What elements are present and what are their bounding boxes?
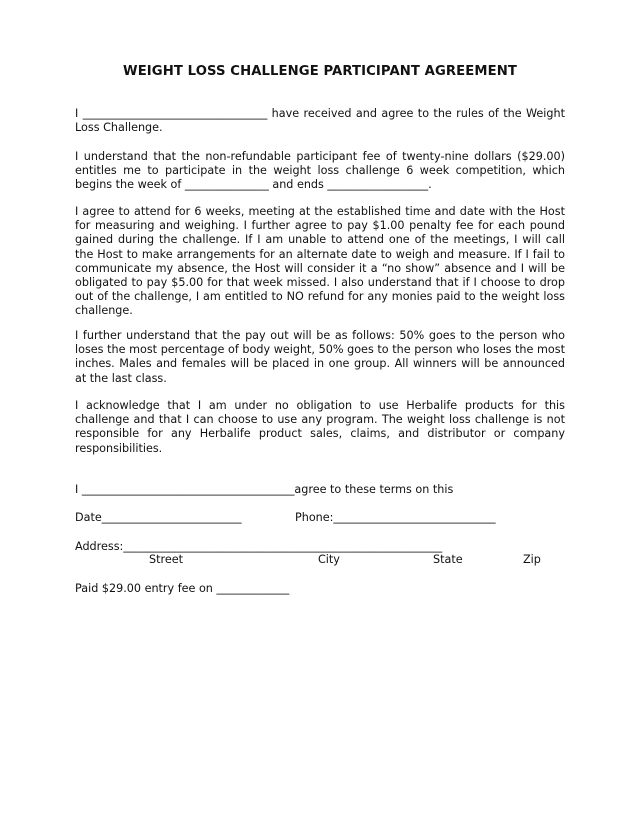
address-label-zip: Zip [523, 553, 541, 566]
phone-field-line: Phone:_____________________________ [295, 511, 496, 524]
address-label-street: Street [149, 553, 183, 566]
address-label-state: State [433, 553, 463, 566]
agree-signature-line: I ______________________________________agree to these terms on this [75, 483, 454, 496]
paragraph-attendance: I agree to attend for 6 weeks, meeting at the established time and date with the Host for measuring and weighing. I further agree to pay $1.00 penalty fee for each pound gained during the challenge. If I am unable to attend one of the meetings, I will call the Host to make arrangements for an alternate date to weigh and measure. If I fail to communicate my absence, the Host will consider it a “no show” absence and I will be obligated to pay $5.00 for that week missed. I also understand that if I choose to drop out of the challenge, I am entitled to NO refund for any monies paid to the weight loss challenge. [75, 205, 565, 318]
address-label-city: City [318, 553, 340, 566]
address-labels [75, 553, 565, 567]
address-field-line: Address:_________________________________________________________ [75, 540, 443, 553]
date-field-line: Date_________________________ [75, 511, 242, 524]
paragraph-receipt: I _________________________________ have received and agree to the rules of the Weight Loss Challenge. [75, 107, 565, 135]
paragraph-herbalife: I acknowledge that I am under no obligation to use Herbalife products for this challenge and that I can choose to use any program. The weight loss challenge is not responsible for any Herbalife product sales, claims, and distributor or company responsibilities. [75, 399, 565, 455]
document-title: WEIGHT LOSS CHALLENGE PARTICIPANT AGREEMENT [123, 64, 517, 79]
paragraph-payout: I further understand that the pay out will be as follows: 50% goes to the person who loses the most percentage of body weight, 50% goes to the person who loses the most inches. Males and females will be placed in one group. All winners will be announced at the last class. [75, 329, 565, 385]
paid-entry-fee-line: Paid $29.00 entry fee on _____________ [75, 582, 290, 595]
paragraph-fee: I understand that the non-refundable participant fee of twenty-nine dollars ($29.00) entitles me to participate in the weight loss challenge 6 week competition, which begins the week of _______________ and ends __________________. [75, 150, 565, 192]
